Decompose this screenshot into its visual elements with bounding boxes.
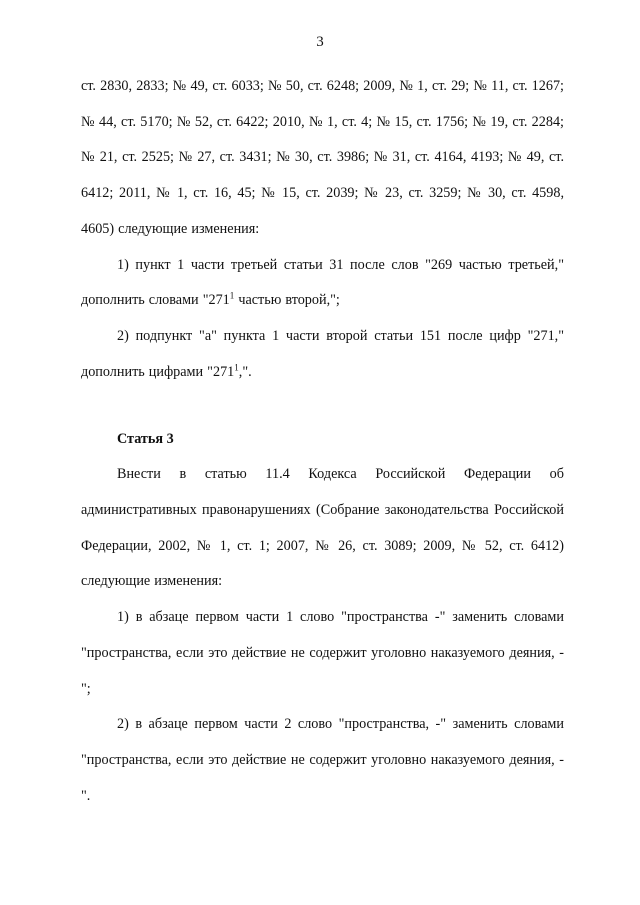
section-spacer	[81, 390, 564, 421]
amendment-item-1-text: 1) пункт 1 части третьей статьи 31 после слов "269 частью третьей," дополнить словами "271	[81, 256, 564, 309]
amendment-item-2-text: 2) подпункт "а" пункта 1 части второй статьи 151 после цифр "271," дополнить цифрами "271	[81, 327, 564, 380]
article-heading: Статья 3	[117, 431, 174, 448]
page-number: 3	[316, 34, 324, 50]
amendment-item-2-tail: ,".	[238, 363, 252, 380]
amendment-item-2	[81, 319, 564, 390]
amendment-item-1-tail: частью второй,";	[234, 292, 340, 309]
article-intro-paragraph: Внести в статью 11.4 Кодекса Российской Федерации об административных правонарушениях (Собрание законодательства Российской Федерации, 2002, № 1, ст. 1; 2007, № 26, ст. 3089; 2009, № 52, ст. 6412) следующие изменения:	[81, 466, 564, 590]
article-item-1: 1) в абзаце первом части 1 слово "пространства -" заменить словами "пространства, если это действие не содержит уголовно наказуемого деяния, -";	[81, 609, 564, 697]
article-item-2: 2) в абзаце первом части 2 слово "пространства, -" заменить словами "пространства, если это действие не содержит уголовно наказуемого деяния, -".	[81, 716, 564, 804]
amendment-item-2-superscript: 1	[234, 361, 239, 372]
citation-paragraph: ст. 2830, 2833; № 49, ст. 6033; № 50, ст. 6248; 2009, № 1, ст. 29; № 11, ст. 1267; № 44, ст. 5170; № 52, ст. 6422; 2010, № 1, ст. 4; № 15, ст. 1756; № 19, ст. 2284; № 21, ст. 2525; № 27, ст. 3431; № 30, ст. 3986; № 31, ст. 4164, 4193; № 49, ст. 6412; 2011, № 1, ст. 16, 45; № 15, ст. 2039; № 23, ст. 3259; № 30, ст. 4598, 4605) следующие изменения:	[81, 78, 564, 237]
amendment-item-1	[81, 248, 564, 319]
amendment-item-1-superscript: 1	[229, 290, 235, 301]
document-body	[81, 69, 564, 814]
